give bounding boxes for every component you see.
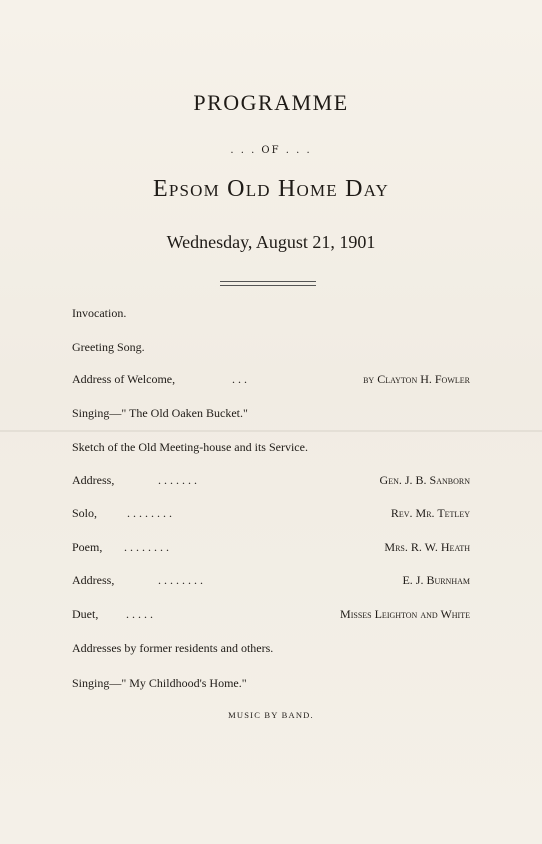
item-address-sanborn (72, 473, 470, 491)
item-singing-childhoods-home: Singing—" My Childhood's Home." (72, 676, 247, 690)
item-leader-dots: . . . . . (126, 607, 153, 621)
decorative-rule (220, 281, 316, 286)
item-leader-dots: . . . . . . . (158, 473, 197, 487)
item-label: Poem, (72, 540, 103, 554)
item-address-of-welcome (72, 372, 470, 390)
item-solo (72, 506, 470, 524)
item-performer: E. J. Burnham (402, 573, 470, 587)
item-address-burnham (72, 573, 470, 591)
item-label: Address, (72, 473, 115, 487)
item-leader-dots: . . . . . . . . (127, 506, 172, 520)
item-leader-dots: . . . . . . . . (158, 573, 203, 587)
music-note: MUSIC BY BAND. (228, 710, 314, 720)
item-invocation: Invocation. (72, 306, 127, 320)
item-label: Solo, (72, 506, 98, 520)
paper-fold (0, 430, 542, 432)
item-label: Duet, (72, 607, 99, 621)
item-performer: by Clayton H. Fowler (363, 372, 470, 386)
item-performer: Gen. J. B. Sanborn (379, 473, 470, 487)
item-leader-dots: . . . (232, 372, 247, 386)
item-sketch-meeting-house: Sketch of the Old Meeting-house and its Service. (72, 440, 308, 454)
item-performer: Mrs. R. W. Heath (384, 540, 470, 554)
item-poem (72, 540, 470, 558)
item-performer: Rev. Mr. Tetley (390, 506, 470, 520)
of-line: . . . OF . . . (230, 145, 312, 156)
item-greeting-song: Greeting Song. (72, 340, 145, 354)
item-label: Address, (72, 573, 115, 587)
item-label: Address of Welcome, (72, 372, 176, 386)
item-performer: Misses Leighton and White (340, 607, 470, 621)
programme-title: PROGRAMME (193, 90, 349, 115)
event-title: Epsom Old Home Day (153, 176, 389, 202)
item-addresses-former-residents: Addresses by former residents and others. (72, 641, 274, 655)
item-duet (72, 607, 470, 625)
item-singing-old-oaken-bucket: Singing—" The Old Oaken Bucket." (72, 406, 248, 420)
event-date: Wednesday, August 21, 1901 (166, 232, 376, 252)
item-leader-dots: . . . . . . . . (124, 540, 169, 554)
